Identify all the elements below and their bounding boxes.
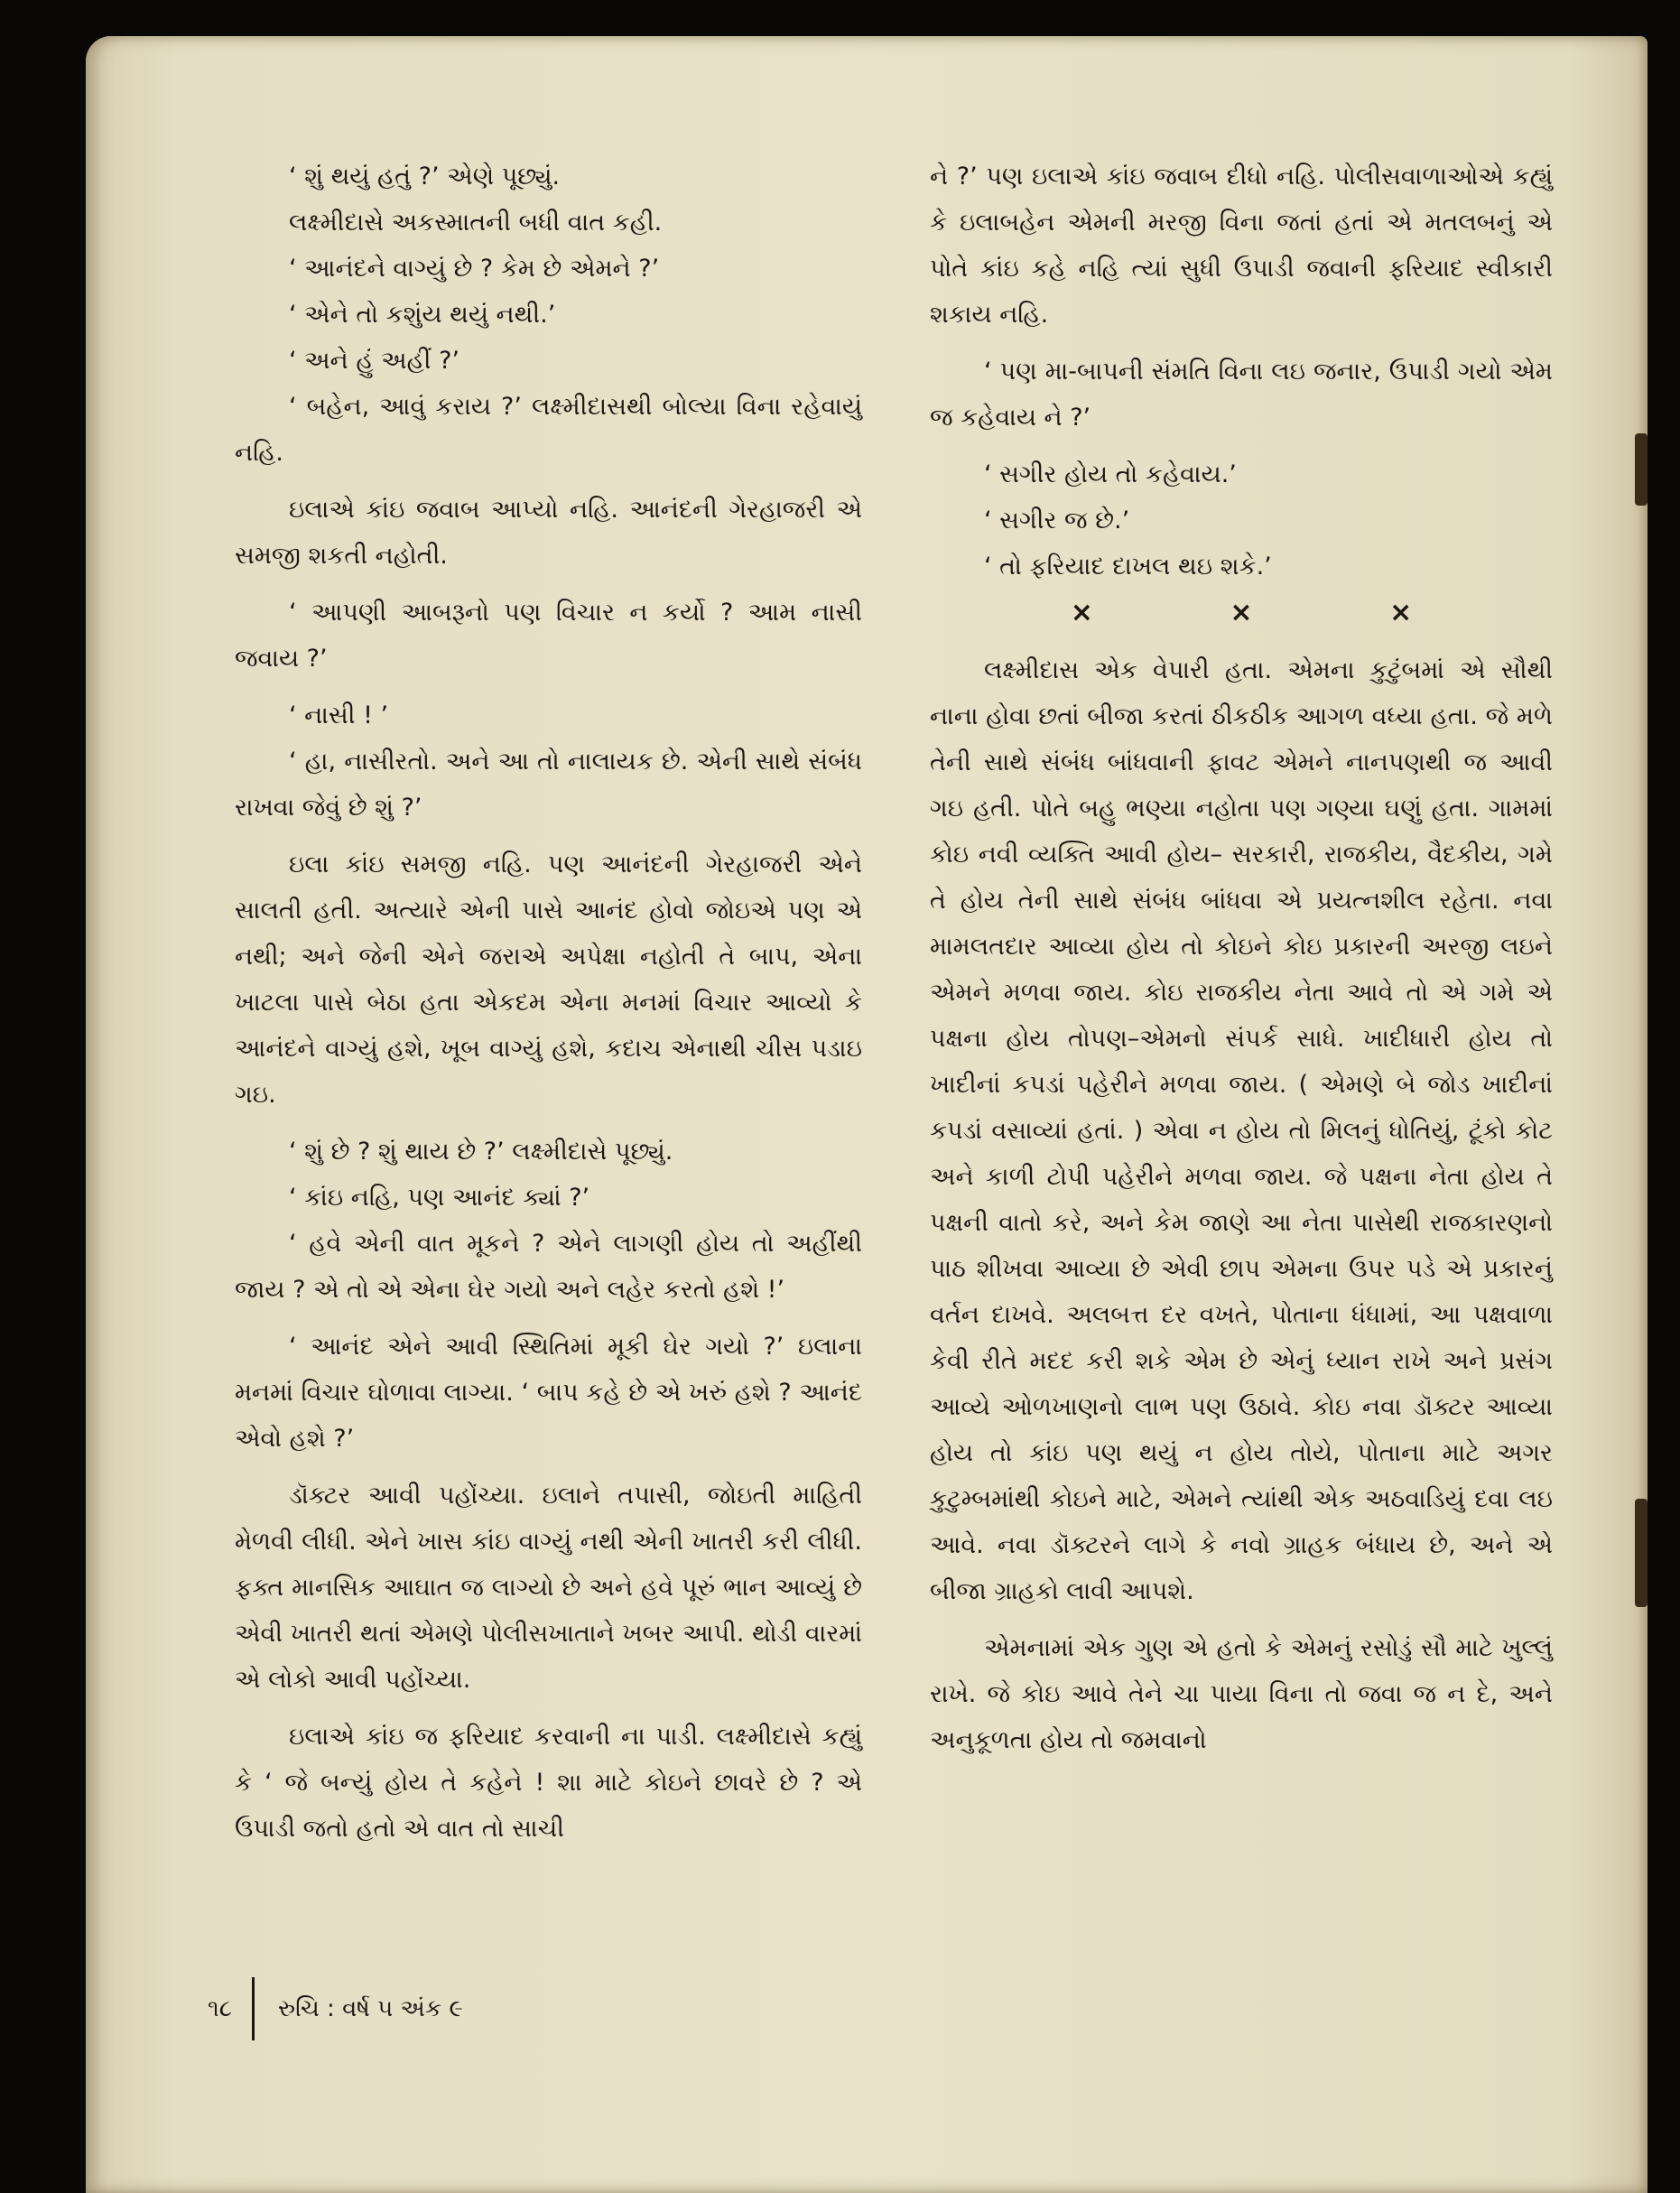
dialogue-line: ‘ સગીર હોય તો કહેવાય.’ — [984, 460, 1237, 488]
paragraph: ‘ બહેન, આવું કરાય ?’ લક્ષ્મીદાસથી બોલ્યા વિના રહેવાયું નહિ. — [235, 393, 862, 467]
dialogue-line: ‘ તો ફરિયાદ દાખલ થઇ શકે.’ — [984, 553, 1272, 581]
paragraph: એમનામાં એક ગુણ એ હતો કે એમનું રસોડું સૌ માટે ખુલ્લું રાખે. જે કોઇ આવે તેને ચા પાયા વિના તો જવા જ ન દે, અને અનુકૂળતા હોય તો જમવાનો — [930, 1634, 1553, 1754]
magazine-issue-label: રુચિ : વર્ષ ૫ અંક ૯ — [278, 1994, 463, 2022]
page-number: ૧૮ — [208, 1994, 233, 2022]
paragraph: ઇલાએ કાંઇ જ ફરિયાદ કરવાની ના પાડી. લક્ષ્મીદાસે કહ્યું કે ‘ જે બન્યું હોય તે કહેને ! શા માટે કોઇને છાવરે છે ? એ ઉપાડી જતો હતો એ વાત તો સાચી — [235, 1723, 862, 1843]
paragraph: ‘ હવે એની વાત મૂકને ? એને લાગણી હોય તો અહીંથી જાય ? એ તો એ એના ઘેર ગયો અને લહેર કરતો હશે !’ — [235, 1230, 862, 1304]
paragraph: ડૉક્ટર આવી પહોંચ્યા. ઇલાને તપાસી, જોઇતી માહિતી મેળવી લીધી. એને ખાસ કાંઇ વાગ્યું નથી એની ખાતરી કરી લીધી. ફક્ત માનસિક આઘાત જ લાગ્યો છે અને હવે પૂરું ભાન આવ્યું છે એવી ખાતરી થતાં એમણે પોલીસખાતાને ખબર આપી. થોડી વારમાં એ લોકો આવી પહોંચ્યા. — [235, 1482, 862, 1694]
dialogue-line: ‘ એને તો કશુંય થયું નથી.’ — [289, 301, 556, 329]
dialogue-line: ‘ અને હું અહીં ?’ — [289, 347, 460, 375]
dialogue-line: ‘ નાસી ! ’ — [289, 702, 389, 729]
dialogue-line: લક્ષ્મીદાસે અકસ્માતની બધી વાત કહી. — [289, 209, 663, 237]
dialogue-line: ‘ આનંદને વાગ્યું છે ? કેમ છે એમને ?’ — [289, 255, 660, 283]
paragraph: ‘ પણ મા-બાપની સંમતિ વિના લઇ જનાર, ઉપાડી ગયો એમ જ કહેવાય ને ?’ — [930, 358, 1553, 432]
page-footer — [208, 1982, 463, 2036]
dialogue-line: ‘ કાંઇ નહિ, પણ આનંદ ક્યાં ?’ — [289, 1184, 590, 1212]
paragraph: ઇલાએ કાંઇ જવાબ આપ્યો નહિ. આનંદની ગેરહાજરી એ સમજી શકતી નહોતી. — [235, 496, 862, 570]
footer-divider — [252, 1977, 255, 2040]
separator-mark: × — [1230, 597, 1253, 628]
paragraph: લક્ષ્મીદાસ એક વેપારી હતા. એમના કુટુંબમાં એ સૌથી નાના હોવા છતાં બીજા કરતાં ઠીકઠીક આગળ વધ્યા હતા. જે મળે તેની સાથે સંબંધ બાંધવાની ફાવટ એમને નાનપણથી જ આવી ગઇ હતી. પોતે બહુ ભણ્યા નહોતા પણ ગણ્યા ઘણું હતા. ગામમાં કોઇ નવી વ્યક્તિ આવી હોય– સરકારી, રાજકીય, વૈદકીય, ગમે તે હોય તેની સાથે સંબંધ બાંધવા એ પ્રયત્નશીલ રહેતા. નવા મામલતદાર આવ્યા હોય તો કોઇને કોઇ પ્રકારની અરજી લઇને એમને મળવા જાય. કોઇ રાજકીય નેતા આવે તો એ ગમે એ પક્ષના હોય તોપણ–એમનો સંપર્ક સાધે. ખાદીધારી હોય તો ખાદીનાં કપડાં પહેરીને મળવા જાય. ( એમણે બે જોડ ખાદીનાં કપડાં વસાવ્યાં હતાં. ) એવા ન હોય તો મિલનું ધોતિયું, ટૂંકો કોટ અને કાળી ટોપી પહેરીને મળવા જાય. જે પક્ષના નેતા હોય તે પક્ષની વાતો કરે, અને કેમ જાણે આ નેતા પાસેથી રાજકારણનો પાઠ શીખવા આવ્યા છે એવી છાપ એમના ઉપર પડે એ પ્રકારનું વર્તન દાખવે. અલબત્ત દર વખતે, પોતાના ધંધામાં, આ પક્ષવાળા કેવી રીતે મદદ કરી શકે એમ છે એનું ધ્યાન રાખે અને પ્રસંગ આવ્યે ઓળખાણનો લાભ પણ ઉઠાવે. કોઇ નવા ડૉક્ટર આવ્યા હોય તો કાંઇ પણ થયું ન હોય તોયે, પોતાના માટે અગર કુટુમ્બમાંથી કોઇને માટે, એમને ત્યાંથી એક અઠવાડિયું દવા લઇ આવે. નવા ડૉક્ટરને લાગે કે નવો ગ્રાહક બંધાય છે, અને એ બીજા ગ્રાહકો લાવી આપશે. — [930, 656, 1553, 1605]
paragraph: ‘ હા, નાસીરતો. અને આ તો નાલાયક છે. એની સાથે સંબંધ રાખવા જેવું છે શું ?’ — [235, 748, 862, 822]
paragraph: ‘ આનંદ એને આવી સ્થિતિમાં મૂકી ઘેર ગયો ?’ ઇલાના મનમાં વિચાર ઘોળાવા લાગ્યા. ‘ બાપ કહે છે એ ખરું હશે ? આનંદ એવો હશે ?’ — [235, 1333, 862, 1453]
binding-mark-top — [1635, 433, 1648, 506]
binding-mark-bottom — [1635, 1499, 1648, 1607]
right-text-column — [930, 153, 1553, 1774]
paragraph: ને ?’ પણ ઇલાએ કાંઇ જવાબ દીધો નહિ. પોલીસવાળાઓએ કહ્યું કે ઇલાબહેન એમની મરજી વિના જતાં હતાં એ મતલબનું એ પોતે કાંઇ કહે નહિ ત્યાં સુધી ઉપાડી જવાની ફરિયાદ સ્વીકારી શકાય નહિ. — [930, 163, 1553, 329]
separator-mark: × — [1389, 597, 1413, 628]
dialogue-line: ‘ શું થયું હતું ?’ એણે પૂછ્યું. — [289, 163, 561, 190]
paragraph: ‘ આપણી આબરૂનો પણ વિચાર ન કર્યો ? આમ નાસી જવાય ?’ — [235, 599, 862, 673]
separator-mark: × — [1070, 597, 1093, 628]
paragraph: ઇલા કાંઇ સમજી નહિ. પણ આનંદની ગેરહાજરી એને સાલતી હતી. અત્યારે એની પાસે આનંદ હોવો જોઇએ પણ એ નથી; અને જેની એને જરાએ અપેક્ષા નહોતી તે બાપ, એના ખાટલા પાસે બેઠા હતા એકદમ એના મનમાં વિચાર આવ્યો કે આનંદને વાગ્યું હશે, ખૂબ વાગ્યું હશે, કદાચ એનાથી ચીસ પડાઇ ગઇ. — [235, 850, 862, 1109]
dialogue-line: ‘ સગીર જ છે.’ — [984, 506, 1130, 534]
section-separator — [930, 595, 1553, 631]
left-text-column — [235, 153, 862, 1863]
dialogue-line: ‘ શું છે ? શું થાય છે ?’ લક્ષ્મીદાસે પૂછ્યું. — [289, 1138, 673, 1166]
